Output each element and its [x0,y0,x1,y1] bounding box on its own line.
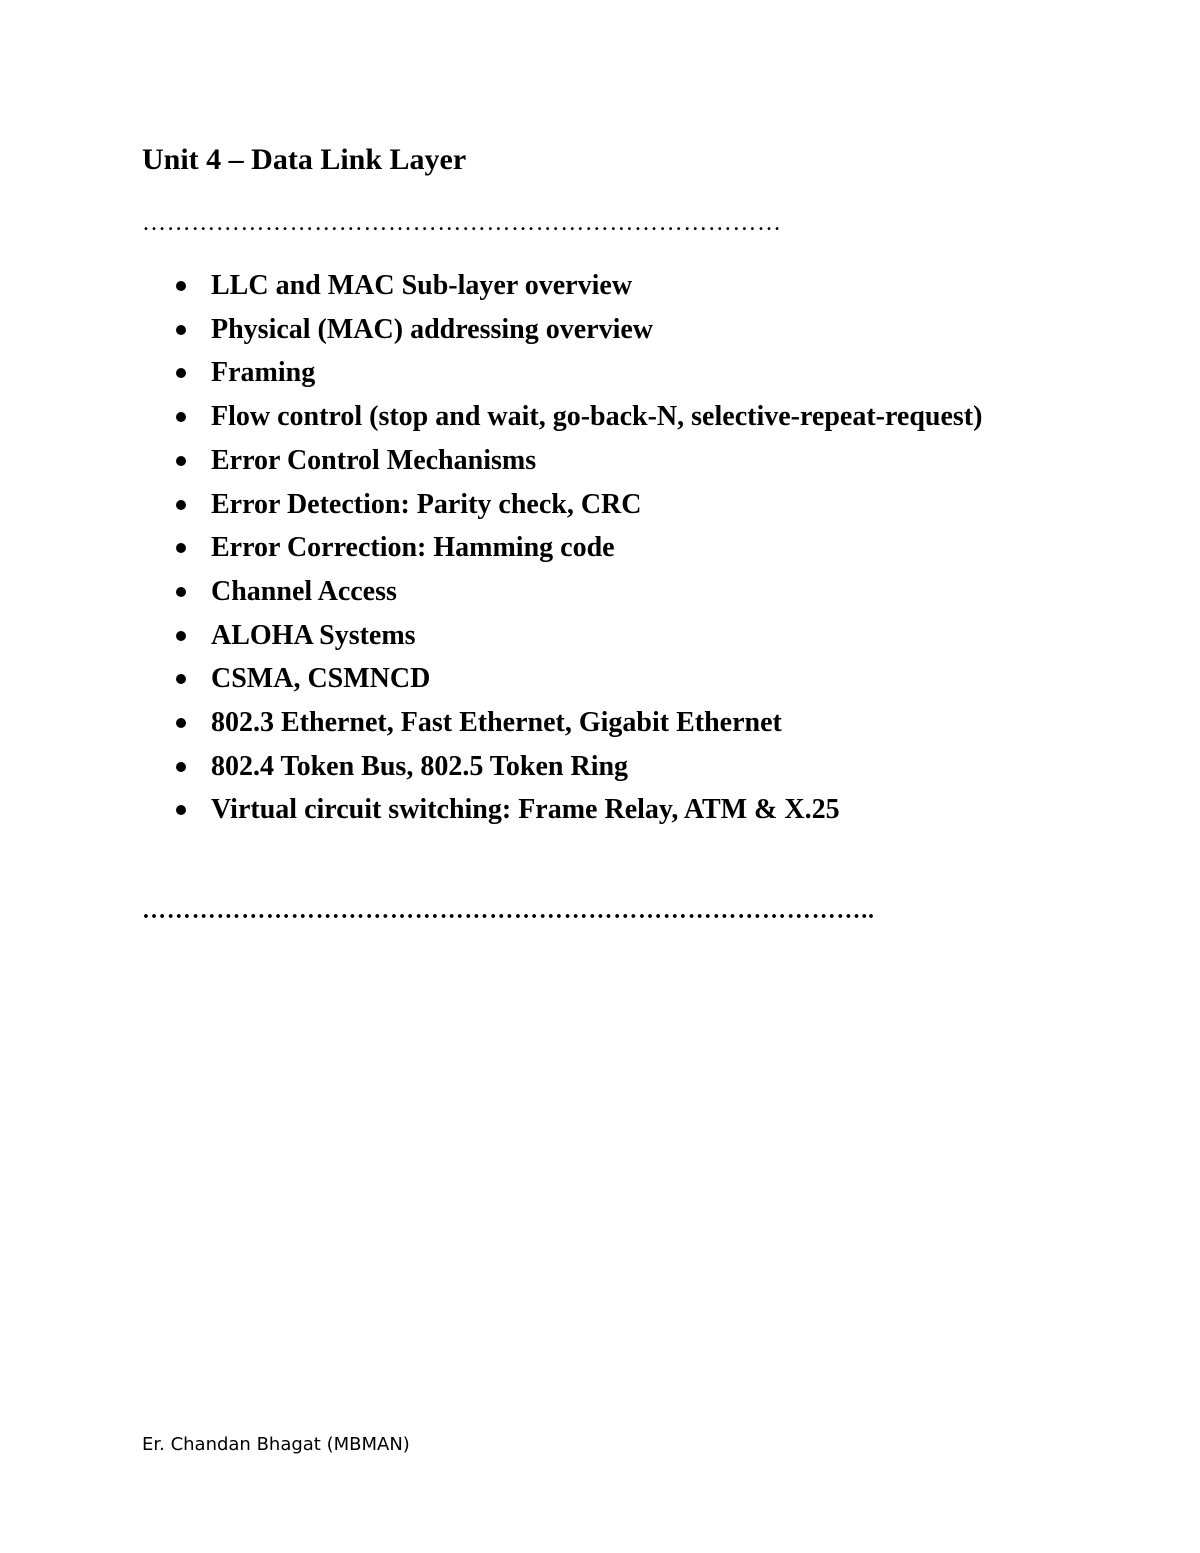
bullet-icon [176,631,186,641]
bullet-icon [176,674,186,684]
bullet-icon [176,762,186,772]
bullet-icon [176,805,186,815]
list-item [170,657,990,701]
bullet-icon [176,281,186,291]
topic-list [170,264,990,832]
footer-author: Er. Chandan Bhagat (MBMAN) [142,1434,410,1455]
topic-text: Physical (MAC) addressing overview [211,313,653,345]
list-item [170,701,990,745]
bullet-icon [176,587,186,597]
topic-text: Framing [211,357,316,389]
topic-text: 802.3 Ethernet, Fast Ethernet, Gigabit Ethernet [211,707,782,739]
list-item [170,526,990,570]
topic-text: Error Detection: Parity check, CRC [211,488,642,520]
list-item [170,395,990,439]
topic-text: 802.4 Token Bus, 802.5 Token Ring [211,750,629,782]
topic-text: Error Control Mechanisms [211,444,537,476]
bullet-icon [176,412,186,422]
bullet-icon [176,368,186,378]
list-item [170,308,990,352]
topic-text: Error Correction: Hamming code [211,532,615,564]
list-item [170,745,990,789]
list-item [170,614,990,658]
bullet-icon [176,543,186,553]
topic-text: Flow control (stop and wait, go-back-N, selective-repeat-request) [211,401,983,433]
bullet-icon [176,500,186,510]
dotted-separator-top: …………………………………………………………………… [142,210,782,236]
list-item [170,483,990,527]
list-item [170,788,990,832]
bullet-icon [176,718,186,728]
topic-text: Channel Access [211,575,397,607]
topic-text: Virtual circuit switching: Frame Relay, ATM & X.25 [211,794,840,826]
topic-text: LLC and MAC Sub-layer overview [211,270,633,301]
dotted-separator-bottom: …………………………………………………………………………….. [142,898,875,924]
page-title: Unit 4 – Data Link Layer [142,143,467,176]
list-item [170,351,990,395]
topic-text: ALOHA Systems [211,619,416,651]
list-item [170,264,990,308]
bullet-icon [176,456,186,466]
list-item [170,439,990,483]
bullet-icon [176,325,186,335]
topic-text: CSMA, CSMNCD [211,663,431,695]
list-item [170,570,990,614]
